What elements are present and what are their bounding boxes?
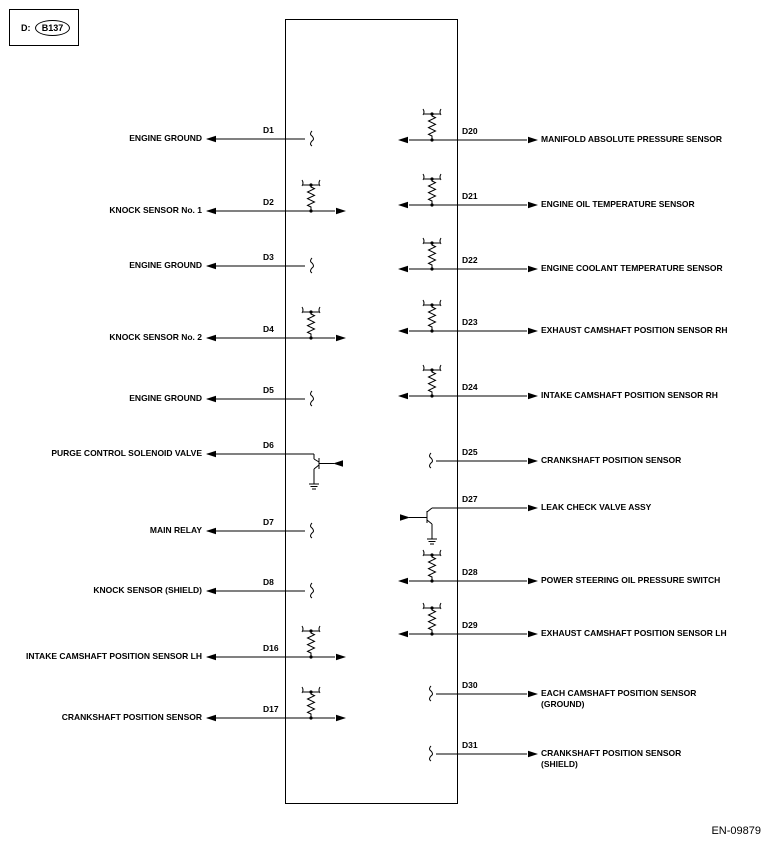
left-terminal-d2-resistor-junction-dot — [309, 209, 312, 212]
left-terminal-d3-pin: D3 — [263, 252, 274, 262]
left-terminal-d2-arrow-in — [336, 208, 346, 214]
right-terminal-d25-arrow — [528, 458, 538, 464]
right-terminal-d23-arrow — [528, 328, 538, 334]
left-terminal-d16-label: INTAKE CAMSHAFT POSITION SENSOR LH — [26, 651, 202, 661]
right-terminal-d30-pin: D30 — [462, 680, 478, 690]
left-terminal-d17-arrow-in — [336, 715, 346, 721]
right-terminal-d22-pin: D22 — [462, 255, 478, 265]
right-terminal-d20-pin: D20 — [462, 126, 478, 136]
left-terminal-d17-pin: D17 — [263, 704, 279, 714]
right-terminal-d23-pin: D23 — [462, 317, 478, 327]
right-terminal-d28-resistor-junction-dot — [430, 579, 433, 582]
right-terminal-d23-label: EXHAUST CAMSHAFT POSITION SENSOR RH — [541, 325, 728, 335]
right-terminal-d30-break — [430, 686, 433, 701]
left-terminal-d8-break — [311, 583, 314, 598]
left-terminal-d16-resistor-zigzag — [308, 631, 315, 657]
left-terminal-d2-arrow — [206, 208, 216, 214]
right-terminal-d29-resistor-junction-dot — [430, 632, 433, 635]
left-terminal-d1-label: ENGINE GROUND — [129, 133, 202, 143]
left-terminal-d17-resistor-zigzag — [308, 692, 315, 718]
left-terminal-d7-label: MAIN RELAY — [149, 525, 202, 535]
left-terminal-d2-resistor-zigzag — [308, 185, 315, 211]
right-terminal-d23-resistor-zigzag — [429, 305, 436, 331]
left-terminal-d5-arrow — [206, 396, 216, 402]
right-terminal-d27-label: LEAK CHECK VALVE ASSY — [541, 502, 652, 512]
left-terminal-d6-collector — [314, 459, 319, 462]
left-terminal-d7-break — [311, 523, 314, 538]
left-terminal-d6-pin: D6 — [263, 440, 274, 450]
right-terminal-d24-resistor-junction-dot — [430, 394, 433, 397]
left-terminal-d16-resistor-junction-dot — [309, 655, 312, 658]
left-terminal-d4-pin: D4 — [263, 324, 274, 334]
right-terminal-d31-label: CRANKSHAFT POSITION SENSOR — [541, 748, 682, 758]
left-terminal-d3-break — [311, 258, 314, 273]
right-terminal-d22-arrow — [528, 266, 538, 272]
right-terminal-d28-arrow-in — [398, 578, 408, 584]
right-terminal-d21-resistor-zigzag — [429, 179, 436, 205]
right-terminal-d23-arrow-in — [398, 328, 408, 334]
left-terminal-d6-emitter — [314, 465, 319, 469]
left-terminal-d4-label: KNOCK SENSOR No. 2 — [109, 332, 202, 342]
left-terminal-d17-label: CRANKSHAFT POSITION SENSOR — [61, 712, 202, 722]
left-terminal-d1-arrow — [206, 136, 216, 142]
right-terminal-d24-label: INTAKE CAMSHAFT POSITION SENSOR RH — [541, 390, 718, 400]
right-terminal-d27-base-arrow — [400, 514, 410, 520]
left-terminal-d16-arrow-in — [336, 654, 346, 660]
right-terminal-d25-pin: D25 — [462, 447, 478, 457]
right-terminal-d29-pin: D29 — [462, 620, 478, 630]
left-terminal-d7-arrow — [206, 528, 216, 534]
left-terminal-d6-label: PURGE CONTROL SOLENOID VALVE — [51, 448, 202, 458]
left-terminal-d17-arrow — [206, 715, 216, 721]
right-terminal-d31-pin: D31 — [462, 740, 478, 750]
right-terminal-d20-resistor-zigzag — [429, 114, 436, 140]
right-terminal-d20-arrow — [528, 137, 538, 143]
right-terminal-d24-resistor-zigzag — [429, 370, 436, 396]
left-terminal-d4-resistor-zigzag — [308, 312, 315, 338]
left-terminal-d1-pin: D1 — [263, 125, 274, 135]
right-terminal-d21-pin: D21 — [462, 191, 478, 201]
right-terminal-d22-resistor-zigzag — [429, 243, 436, 269]
left-terminal-d17-resistor-junction-dot — [309, 716, 312, 719]
left-terminal-d5-label: ENGINE GROUND — [129, 393, 202, 403]
right-terminal-d30-label-line2: (GROUND) — [541, 699, 585, 709]
right-terminal-d25-label: CRANKSHAFT POSITION SENSOR — [541, 455, 682, 465]
left-terminal-d6-arrow — [206, 451, 216, 457]
right-terminal-d27-emitter — [427, 520, 432, 524]
right-terminal-d24-pin: D24 — [462, 382, 478, 392]
document-code: EN-09879 — [711, 825, 761, 837]
left-terminal-d8-label: KNOCK SENSOR (SHIELD) — [93, 585, 202, 595]
right-terminal-d21-arrow — [528, 202, 538, 208]
left-terminal-d3-label: ENGINE GROUND — [129, 260, 202, 270]
right-terminal-d29-resistor-zigzag — [429, 608, 436, 634]
right-terminal-d21-label: ENGINE OIL TEMPERATURE SENSOR — [541, 199, 695, 209]
right-terminal-d20-resistor-junction-dot — [430, 138, 433, 141]
right-terminal-d28-pin: D28 — [462, 567, 478, 577]
left-terminal-d4-arrow — [206, 335, 216, 341]
right-terminal-d23-resistor-junction-dot — [430, 329, 433, 332]
left-terminal-d2-label: KNOCK SENSOR No. 1 — [109, 205, 202, 215]
right-terminal-d28-label: POWER STEERING OIL PRESSURE SWITCH — [541, 575, 721, 585]
right-terminal-d29-arrow — [528, 631, 538, 637]
right-terminal-d29-arrow-in — [398, 631, 408, 637]
right-terminal-d20-label: MANIFOLD ABSOLUTE PRESSURE SENSOR — [541, 134, 723, 144]
right-terminal-d22-resistor-junction-dot — [430, 267, 433, 270]
right-terminal-d27-arrow — [528, 505, 538, 511]
right-terminal-d31-break — [430, 746, 433, 761]
right-terminal-d28-resistor-zigzag — [429, 555, 436, 581]
right-terminal-d24-arrow-in — [398, 393, 408, 399]
left-terminal-d16-arrow — [206, 654, 216, 660]
left-terminal-d6-base-arrow — [333, 460, 343, 466]
right-terminal-d24-arrow — [528, 393, 538, 399]
right-terminal-d30-arrow — [528, 691, 538, 697]
right-terminal-d22-label: ENGINE COOLANT TEMPERATURE SENSOR — [541, 263, 723, 273]
left-terminal-d5-pin: D5 — [263, 385, 274, 395]
left-terminal-d8-pin: D8 — [263, 577, 274, 587]
right-terminal-d25-break — [430, 453, 433, 468]
left-terminal-d3-arrow — [206, 263, 216, 269]
right-terminal-d21-resistor-junction-dot — [430, 203, 433, 206]
right-terminal-d31-label-line2: (SHIELD) — [541, 759, 578, 769]
left-terminal-d7-pin: D7 — [263, 517, 274, 527]
connector-prefix: D: — [21, 23, 31, 33]
right-terminal-d27-collector — [427, 508, 432, 512]
left-terminal-d4-resistor-junction-dot — [309, 336, 312, 339]
right-terminal-d31-arrow — [528, 751, 538, 757]
right-terminal-d20-arrow-in — [398, 137, 408, 143]
connector-id-oval: B137 — [35, 20, 70, 36]
right-terminal-d28-arrow — [528, 578, 538, 584]
right-terminal-d22-arrow-in — [398, 266, 408, 272]
right-terminal-d30-label: EACH CAMSHAFT POSITION SENSOR — [541, 688, 697, 698]
left-terminal-d5-break — [311, 391, 314, 406]
right-terminal-d29-label: EXHAUST CAMSHAFT POSITION SENSOR LH — [541, 628, 727, 638]
left-terminal-d4-arrow-in — [336, 335, 346, 341]
left-terminal-d16-pin: D16 — [263, 643, 279, 653]
right-terminal-d21-arrow-in — [398, 202, 408, 208]
right-terminal-d27-pin: D27 — [462, 494, 478, 504]
left-terminal-d8-arrow — [206, 588, 216, 594]
left-terminal-d2-pin: D2 — [263, 197, 274, 207]
left-terminal-d1-break — [311, 131, 314, 146]
